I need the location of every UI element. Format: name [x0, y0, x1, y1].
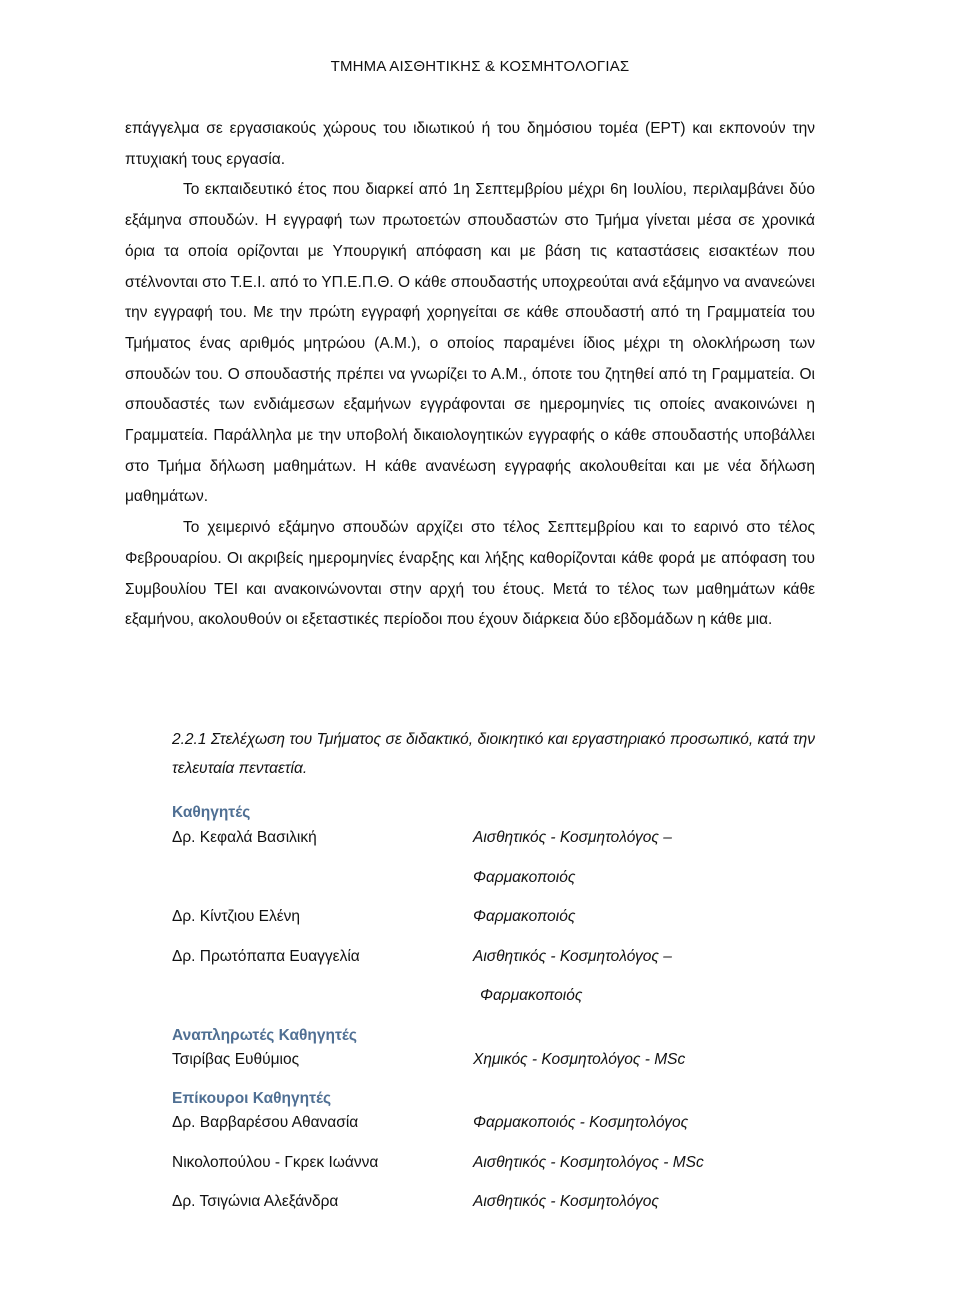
staff-name: Δρ. Τσιγώνια Αλεξάνδρα	[172, 1193, 339, 1210]
body-text	[125, 114, 815, 636]
page-header-title: ΤΜΗΜΑ ΑΙΣΘΗΤΙΚΗΣ & ΚΟΣΜΗΤΟΛΟΓΙΑΣ	[330, 58, 630, 75]
staff-name: Τσιρίβας Ευθύμιος	[172, 1051, 300, 1068]
staff-role-continued: Φαρμακοποιός	[473, 869, 576, 886]
staff-role: Αισθητικός - Κοσμητολόγος –	[473, 948, 672, 965]
staff-role: Αισθητικός - Κοσμητολόγος –	[473, 829, 672, 846]
staff-role: Αισθητικός - Κοσμητολόγος	[473, 1193, 659, 1210]
staff-name: Δρ. Πρωτόπαπα Ευαγγελία	[172, 948, 360, 965]
staff-role: Χημικός - Κοσμητολόγος - MSc	[473, 1051, 686, 1068]
paragraph-1: επάγγελμα σε εργασιακούς χώρους του ιδιωτικού ή του δημόσιου τομέα (ΕΡΤ) και εκπονούν την πτυχιακή τους εργασία.	[125, 120, 815, 168]
staff-name: Νικολοπούλου - Γκρεκ Ιωάννα	[172, 1154, 379, 1171]
staff-role: Αισθητικός - Κοσμητολόγος - MSc	[473, 1154, 704, 1171]
section-heading: 2.2.1 Στελέχωση του Τμήματος σε διδακτικό, διοικητικό και εργαστηριακό προσωπικό, κατά την τελευταία πενταετία.	[172, 731, 815, 777]
staff-name: Δρ. Κίντζιου Ελένη	[172, 908, 300, 925]
staff-name: Δρ. Κεφαλά Βασιλική	[172, 829, 317, 846]
staff-role: Φαρμακοποιός	[473, 908, 576, 925]
staff-role-continued: Φαρμακοποιός	[480, 987, 583, 1004]
paragraph-2: Το εκπαιδευτικό έτος που διαρκεί από 1η Σεπτεμβρίου μέχρι 6η Ιουλίου, περιλαμβάνει δύο εξάμηνα σπουδών. Η εγγραφή των πρωτοετών σπουδαστών στο Τμήμα γίνεται μέσα σε χρονικά όρια τα οποία ορίζονται με Υπουργική απόφαση και με βάση τις καταστάσεις εισακτέων που στέλνονται στο Τ.Ε.Ι. από το ΥΠ.Ε.Π.Θ. Ο κάθε σπουδαστής υποχρεούται ανά εξάμηνο να ανανεώνει την εγγραφή του. Με την πρώτη εγγραφή χορηγείται σε κάθε σπουδαστή από τη Γραμματεία του Τμήματος ένας αριθμός μητρώου (Α.Μ.), ο οποίος παραμένει ίδιος μέχρι τη ολοκλήρωση των σπουδών του. Ο σπουδαστής πρέπει να γνωρίζει το Α.Μ., όποτε του ζητηθεί από τη Γραμματεία. Οι σπουδαστές των ενδιάμεσων εξαμήνων εγγράφονται σε ημερομηνίες τις οποίες ανακοινώνει η Γραμματεία. Παράλληλα με την υποβολή δικαιολογητικών εγγραφής ο κάθε σπουδαστής υποβάλλει στο Τμήμα δήλωση μαθημάτων. Η κάθε ανανέωση εγγραφής ακολουθείται και με νέα δήλωση μαθημάτων.	[125, 181, 815, 506]
staff-name: Δρ. Βαρβαρέσου Αθανασία	[172, 1114, 359, 1131]
paragraph-3: Το χειμερινό εξάμηνο σπουδών αρχίζει στο τέλος Σεπτεμβρίου και το εαρινό στο τέλος Φεβρουαρίου. Οι ακριβείς ημερομηνίες έναρξης και λήξης καθορίζονται κάθε φορά με απόφαση του Συμβουλίου ΤΕΙ και ανακοινώνονται στην αρχή του έτους. Μετά το τέλος των μαθημάτων κάθε εξαμήνου, ακολουθούν οι εξεταστικές περίοδοι που έχουν διάρκεια δύο εβδομάδων η κάθε μια.	[125, 519, 815, 629]
group-title-assistant-professors: Επίκουροι Καθηγητές	[172, 1090, 332, 1107]
group-title-associate-professors: Αναπληρωτές Καθηγητές	[172, 1027, 357, 1044]
group-title-professors: Καθηγητές	[172, 804, 251, 821]
staff-role: Φαρμακοποιός - Κοσμητολόγος	[473, 1114, 689, 1131]
